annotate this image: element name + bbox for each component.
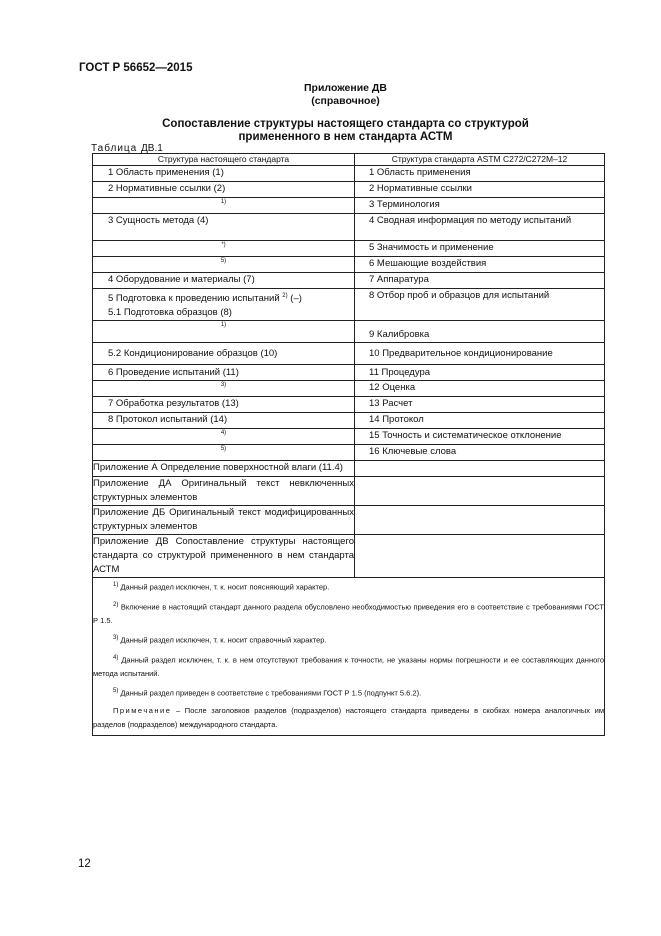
table-row	[93, 365, 605, 381]
footnotes	[93, 578, 605, 736]
cell-astm: 13 Расчет	[369, 398, 413, 410]
table-row	[93, 321, 605, 343]
annex-title	[0, 82, 661, 108]
cell-astm: 8 Отбор проб и образцов для испытаний	[369, 290, 550, 301]
table-row	[93, 413, 605, 429]
remark-text: – После заголовков разделов (подразделов) настоящего стандарта приведены в скобках номера аналогичных им разделов (подразделов) международного стандарта.	[93, 705, 604, 729]
footnote-mark: 1)	[220, 199, 227, 205]
cell-astm: 2 Нормативные ссылки	[369, 183, 472, 194]
annex-row	[93, 461, 605, 477]
column-header-current: Структура настоящего стандарта	[93, 154, 355, 166]
footnote-mark: 2)	[282, 293, 288, 299]
remark-label: Примечание	[113, 705, 172, 715]
empty-cell	[355, 461, 605, 477]
table-row	[93, 214, 605, 241]
footnote-mark: 5)	[220, 258, 227, 264]
footnote-mark: 4)	[220, 430, 227, 437]
cell-current	[93, 289, 354, 306]
section-5-label: 5 Подготовка к проведению испытаний	[108, 293, 280, 305]
remark	[93, 704, 604, 732]
cell-astm: 9 Калибровка	[369, 329, 430, 341]
footnote: $^{1)}$ Данный раздел исключен, т. к. носит поясняющий характер.	[113, 582, 330, 592]
table-row	[93, 182, 605, 198]
title-line-1: Сопоставление структуры настоящего стандарта со структурой	[162, 118, 529, 130]
annex-row	[93, 535, 605, 578]
cell-current: 1 Область применения (1)	[108, 167, 224, 178]
page-number: 12	[78, 858, 91, 870]
cell-current: 5.2 Кондиционирование образцов (10)	[108, 347, 278, 359]
footnote: $^{5)}$ Данный раздел приведен в соответствие с требованиями ГОСТ Р 1.5 (подпункт 5.6.2).	[113, 688, 422, 698]
cell-current: 3 Сущность метода (4)	[108, 215, 209, 226]
footnote-mark: 5)	[220, 446, 227, 453]
table-row	[93, 241, 605, 257]
annex-type: (справочное)	[311, 95, 380, 107]
table-row	[93, 429, 605, 445]
cell-astm: 7 Аппаратура	[369, 274, 429, 285]
section-5-ref: (–)	[290, 293, 302, 305]
empty-cell	[355, 477, 605, 506]
table-row	[93, 445, 605, 461]
cell-astm: 1 Область применения	[369, 167, 471, 178]
annex-row	[93, 506, 605, 535]
annex-cell: Приложение ДБ Оригинальный текст модифицированных структурных элементов	[93, 506, 355, 535]
empty-cell	[355, 506, 605, 535]
table-row	[93, 166, 605, 182]
cell-current: 7 Обработка результатов (13)	[108, 398, 239, 410]
page-title	[0, 118, 661, 144]
cell-current: 8 Протокол испытаний (14)	[108, 414, 228, 426]
cell-current: 6 Проведение испытаний (11)	[108, 367, 239, 379]
cell-current-sub: 5.1 Подготовка образцов (8)	[108, 307, 232, 319]
table-row	[93, 273, 605, 289]
table-row	[93, 289, 605, 321]
cell-astm: 3 Терминология	[369, 199, 440, 210]
annex-cell: Приложение ДВ Сопоставление структуры настоящего стандарта со структурой примененного в нем стандарта АСТМ	[93, 535, 355, 578]
cell-astm: 6 Мешающие воздействия	[369, 258, 487, 269]
footnote-mark: *)	[221, 242, 226, 248]
cell-astm: 16 Ключевые слова	[369, 446, 457, 458]
cell-astm: 12 Оценка	[369, 382, 416, 394]
table-caption-word: Таблица	[91, 143, 138, 154]
cell-astm: 10 Предварительное кондиционирование	[369, 347, 553, 359]
table-row	[93, 397, 605, 413]
footnote: $^{3)}$ Данный раздел исключен, т. к. носит справочный характер.	[113, 635, 327, 645]
cell-astm: 4 Сводная информация по методу испытаний	[369, 215, 572, 226]
table-caption-number: ДВ.1	[141, 143, 163, 154]
comparison-table	[92, 153, 605, 736]
annex-row	[93, 477, 605, 506]
column-header-astm: Структура стандарта ASTM C272/C272M–12	[355, 154, 605, 166]
table-row	[93, 343, 605, 365]
footnote: $^{4)}$ Данный раздел исключен, т. к. в нем отсутствуют требования к точности, не указаны нормы погрешности и ее составляющих данного метода испытаний.	[93, 654, 604, 679]
cell-astm: 15 Точность и систематическое отклонение	[369, 430, 562, 442]
empty-cell	[355, 535, 605, 578]
table-row	[93, 257, 605, 273]
footnote-mark: 3)	[220, 382, 227, 389]
table-row	[93, 198, 605, 214]
cell-astm: 5 Значимость и применение	[369, 242, 494, 253]
cell-current: 2 Нормативные ссылки (2)	[108, 183, 226, 194]
annex-cell: Приложение ДА Оригинальный текст невключенных структурных элементов	[93, 477, 355, 506]
cell-current: 4 Оборудование и материалы (7)	[108, 274, 255, 285]
cell-astm: 14 Протокол	[369, 414, 424, 426]
footnote-mark: 1)	[220, 322, 227, 329]
table-row	[93, 381, 605, 397]
footnote: $^{2)}$ Включение в настоящий стандарт данного раздела обусловлено необходимостью приведения его в соответствие с требованиями ГОСТ Р 1.5.	[93, 601, 604, 626]
standard-code: ГОСТ Р 56652—2015	[79, 62, 193, 74]
annex-cell: Приложение А Определение поверхностной влаги (11.4)	[93, 461, 355, 477]
annex-name: Приложение ДВ	[304, 82, 387, 94]
title-line-2: примененного в нем стандарта АСТМ	[238, 131, 453, 143]
footnotes-row	[93, 578, 605, 736]
table-header-row	[93, 154, 605, 166]
cell-astm: 11 Процедура	[369, 367, 431, 379]
